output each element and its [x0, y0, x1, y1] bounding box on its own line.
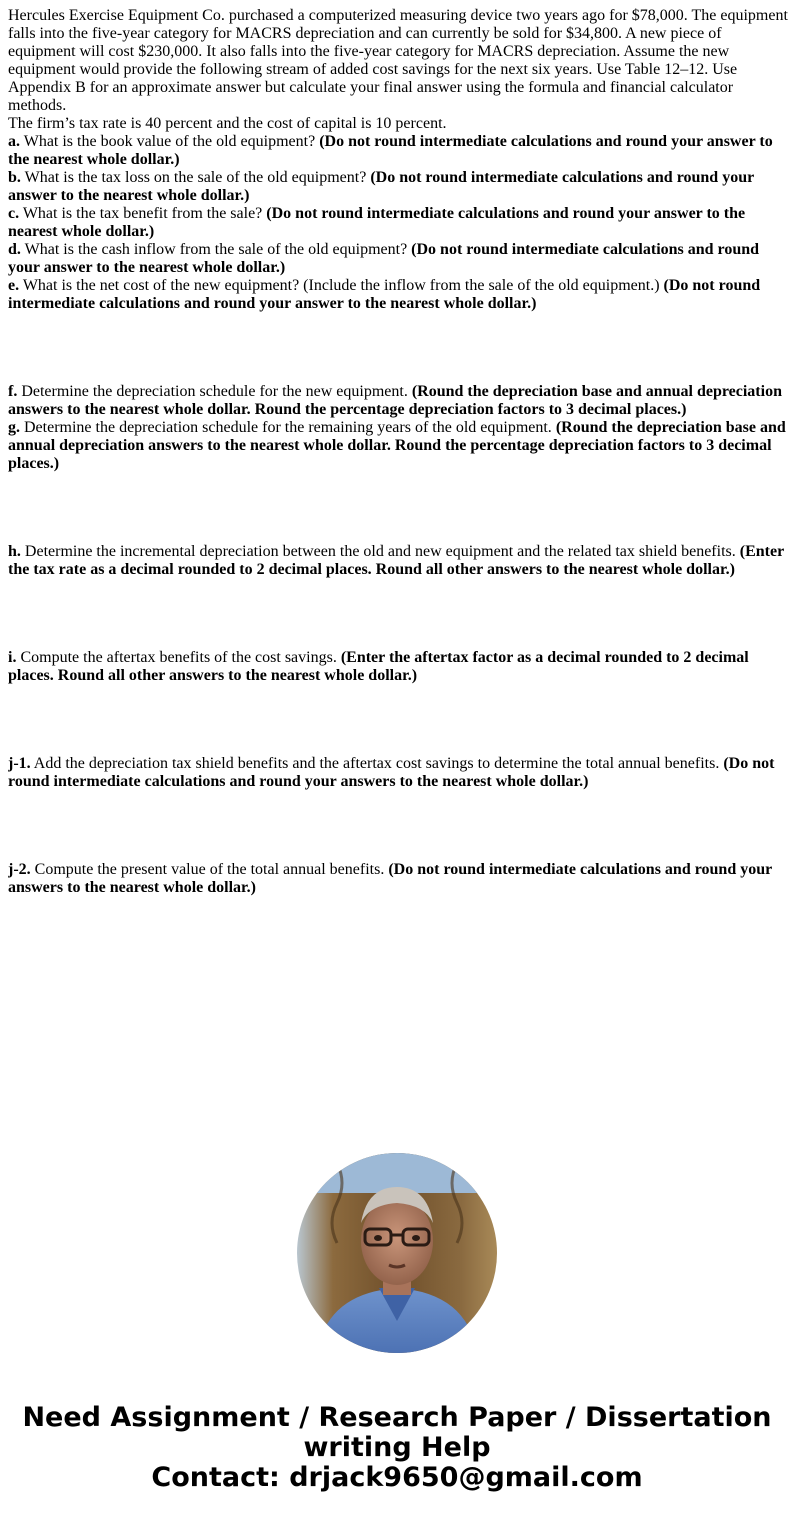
question-letter: a.	[8, 133, 20, 150]
question-note: (Do not round intermediate calculations and round your answer to the nearest whole dollar.)	[8, 205, 746, 240]
question-text: Compute the aftertax benefits of the cost savings.	[16, 649, 341, 666]
question-text: Determine the incremental depreciation between the old and new equipment and the related tax shield benefits.	[20, 543, 740, 560]
question-note: (Do not round intermediate calculations and round your answers to the nearest whole dollar.)	[8, 861, 772, 896]
promo-banner	[0, 1403, 794, 1493]
promo-contact: Contact: drjack9650@gmail.com	[151, 1462, 643, 1493]
avatar-portrait	[297, 1153, 497, 1353]
question-h	[8, 543, 788, 579]
question-j1	[8, 755, 788, 791]
question-letter: e.	[8, 277, 20, 294]
question-letter: g.	[8, 419, 20, 436]
question-note: (Round the depreciation base and annual depreciation answers to the nearest whole dollar. Round the percentage depreciation factors to 3 decimal places.)	[8, 419, 786, 472]
question-letter: f.	[8, 383, 18, 400]
question-note: (Do not round intermediate calculations and round your answer to the nearest whole dollar.)	[8, 169, 754, 204]
question-note: (Do not round intermediate calculations and round your answer to the nearest whole dollar.)	[8, 133, 773, 168]
question-text: What is the net cost of the new equipment? (Include the inflow from the sale of the old equipment.)	[19, 277, 664, 294]
question-j2	[8, 861, 788, 897]
question-b	[8, 169, 788, 205]
question-letter: b.	[8, 169, 21, 186]
question-letter: c.	[8, 205, 20, 222]
question-text: What is the book value of the old equipment?	[20, 133, 320, 150]
question-note: (Round the depreciation base and annual depreciation answers to the nearest whole dollar. Round the percentage depreciation factors to 3 decimal places.)	[8, 383, 782, 418]
question-text: What is the cash inflow from the sale of the old equipment?	[20, 241, 412, 258]
avatar	[297, 1153, 497, 1353]
question-letter: j-1.	[8, 755, 31, 772]
question-letter: d.	[8, 241, 21, 258]
question-text: Add the depreciation tax shield benefits and the aftertax cost savings to determine the total annual benefits.	[30, 755, 724, 772]
problem-document	[8, 7, 788, 1124]
promo-line-2: writing Help	[303, 1432, 491, 1463]
question-text: What is the tax benefit from the sale?	[19, 205, 267, 222]
question-text: Determine the depreciation schedule for the remaining years of the old equipment.	[20, 419, 556, 436]
question-text: What is the tax loss on the sale of the old equipment?	[20, 169, 371, 186]
question-note: (Do not round intermediate calculations and round your answer to the nearest whole dollar.)	[8, 277, 761, 312]
question-g	[8, 419, 788, 473]
question-a	[8, 133, 788, 169]
question-note: (Enter the tax rate as a decimal rounded to 2 decimal places. Round all other answers to the nearest whole dollar.)	[8, 543, 784, 578]
question-letter: j-2.	[8, 861, 31, 878]
question-note: (Do not round intermediate calculations and round your answer to the nearest whole dollar.)	[8, 241, 760, 276]
problem-intro: Hercules Exercise Equipment Co. purchased a computerized measuring device two years ago for $78,000. The equipment falls into the five-year category for MACRS depreciation and can currently be sold for $34,800. A new piece of equipment will cost $230,000. It also falls into the five-year category for MACRS depreciation. Assume the new equipment would provide the following stream of added cost savings for the next six years. Use Table 12–12. Use Appendix B for an approximate answer but calculate your final answer using the formula and financial calculator methods.	[8, 7, 788, 114]
promo-line-1: Need Assignment / Research Paper / Dissertation	[22, 1402, 772, 1433]
question-letter: i.	[8, 649, 17, 666]
question-text: Determine the depreciation schedule for the new equipment.	[17, 383, 412, 400]
question-c	[8, 205, 788, 241]
question-letter: h.	[8, 543, 21, 560]
question-f	[8, 383, 788, 419]
question-note: (Do not round intermediate calculations and round your answers to the nearest whole dollar.)	[8, 755, 775, 790]
question-i	[8, 649, 788, 685]
question-text: Compute the present value of the total annual benefits.	[30, 861, 389, 878]
tax-statement: The firm’s tax rate is 40 percent and the cost of capital is 10 percent.	[8, 115, 447, 132]
question-e	[8, 277, 788, 313]
question-note: (Enter the aftertax factor as a decimal rounded to 2 decimal places. Round all other answers to the nearest whole dollar.)	[8, 649, 749, 684]
question-d	[8, 241, 788, 277]
